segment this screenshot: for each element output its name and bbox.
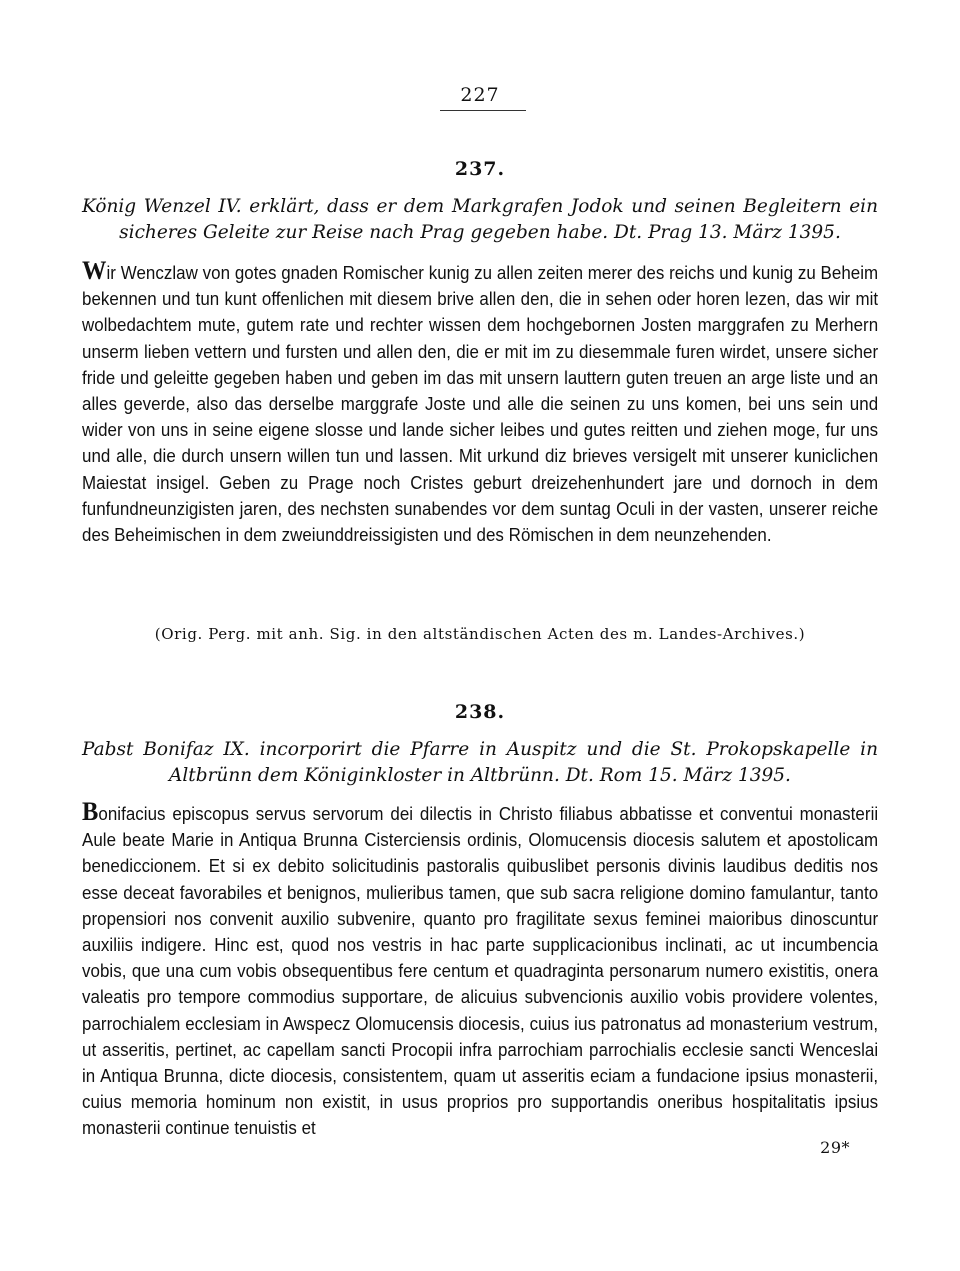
document-regest-237: König Wenzel IV. erklärt, dass er dem Markgrafen Jodok und seinen Begleitern ein sicheres Geleite zur Reise nach Prag gegeben habe. Dt. Prag 13. März 1395. [82, 196, 878, 243]
document-text-238 [82, 797, 879, 1142]
document-number-238: 238. [454, 701, 506, 723]
document-text-238-body: onifacius episcopus servus servorum dei dilectis in Christo filiabus abbatisse et conventui monasterii Aule beate Marie in Antiqua Brunna Cisterciensis ordinis, Olomucensis diocesis salutem et apostolicam benediccionem. Et si ex debito solicitudinis pastoralis quibuslibet personis divinis laudibus deditis nos esse deceat favorabiles et benignos, mulieribus tamen, que sub sacra religione domino famulantur, tanto propensiori nos convenit auxilio subvenire, quanto pro fragilitate sexus feminei maioribus dinoscuntur auxiliis indigere. Hinc est, quod nos vestris in hac parte supplicacionibus inclinati, ac ut incumbencia vobis, que una cum vobis obsequentibus fere centum et quadraginta personarum numero existitis, onera valeatis pro tempore commodius supportare, de alicuius subvencionis auxilio vobis providere volentes, parrochialem ecclesiam in Awspecz Olomucensis diocesis, cuius ius patronatus ad monasterium vestrum, ut asseritis, pertinet, ac capellam sancti Procopii infra parrochiam parrochialis ecclesie sancti Wenceslai in Antiqua Brunna, dicte diocesis, consistentem, quam ut asseritis eciam a fundacione ipsius monasterii, cuius memoria hominum non existit, in usus proprios pro supportandis oneribus hospitalitatis ipsius monasterii continue tenuistis et [82, 804, 879, 1139]
initial-letter-237: W [82, 256, 107, 285]
document-source-237: (Orig. Perg. mit anh. Sig. in den altständischen Acten des m. Landes-Archives.) [154, 625, 806, 643]
document-text-237-body: ir Wenczlaw von gotes gnaden Romischer kunig zu allen zeiten merer des reichs und kunig zu Beheim bekennen und tun kunt offenlichen mit diesem brive allen den, die in sehen oder horen lezen, das wir mit wolbedachtem mute, gutem rate und rechter wissen dem hochgebornen Josten marggrafen zu Merhern unserm lieben vettern und fursten und allen den, die er mit im zu diesemmale furen wirdet, unsere sicher fride und geleitte gegeben haben und geben im das mit unsern lauttern guten treuen an arge liste und an alles geverde, also das derselbe marggrafe Joste und alle die seinen zu uns komen, bei uns sein und wider von uns in seine eigene slosse und lande sicher leibes und gutes reitten und ziehen moge, fur uns und alle, die durch unsern willen tun und lassen. Mit urkund diz brieves versigelt mit unserer kuniclichen Maiestat insigel. Geben zu Prage noch Cristes geburt dreizehenhundert jare und dornoch in dem funfundneunzigisten jaren, des nechsten sunabendes vor dem suntag Oculi in der vasten, unserer reiche des Beheimischen in dem zweiunddreissigisten und des Römischen in dem neunzehenden. [82, 263, 879, 546]
document-page [82, 0, 878, 1271]
document-regest-238: Pabst Bonifaz IX. incorporirt die Pfarre in Auspitz und die St. Prokopskapelle in Altbrünn dem Königinkloster in Altbrünn. Dt. Rom 15. März 1395. [82, 739, 878, 786]
printer-signature: 29* [820, 1138, 850, 1157]
document-number-237: 237. [454, 158, 506, 180]
initial-letter-238: B [82, 797, 99, 826]
page-number-rule [440, 110, 526, 111]
page-number: 227 [460, 84, 500, 106]
document-text-237 [82, 256, 879, 548]
